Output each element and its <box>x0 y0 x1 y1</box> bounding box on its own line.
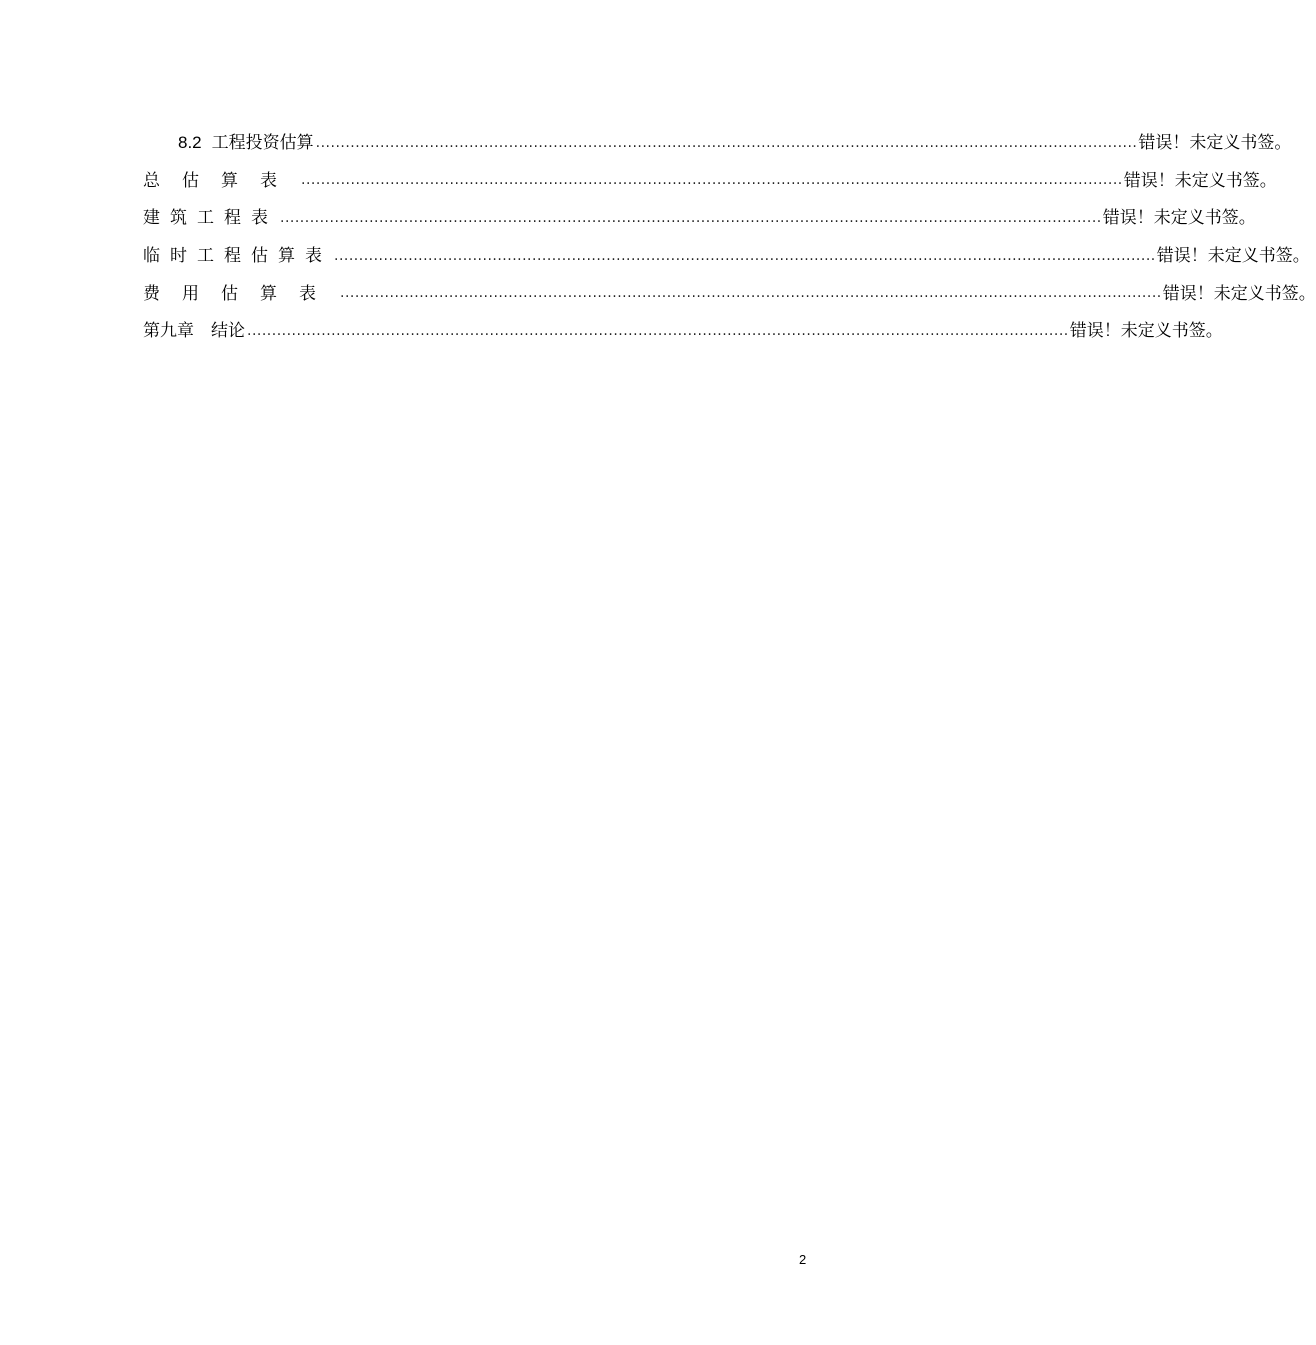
toc-entry[interactable] <box>143 235 1310 273</box>
toc-entry[interactable] <box>143 310 1223 348</box>
dot-leader: ...................................................................................................................................................................... <box>315 134 1138 151</box>
toc-entry-page-ref: 错误！未定义书签。 <box>1138 133 1292 154</box>
toc-entry-page-ref: 错误！未定义书签。 <box>1102 208 1256 229</box>
toc-entry-title: 临时工程估算表 <box>143 241 334 266</box>
dot-leader: ...................................................................................................................................................................... <box>247 322 1069 339</box>
toc-entry[interactable] <box>143 122 1292 160</box>
toc-entry-title: 工程投资估算 <box>211 133 314 154</box>
toc-entry-page-ref: 错误！未定义书签。 <box>1069 321 1223 342</box>
toc-entry-page-ref: 错误！未定义书签。 <box>1123 170 1277 191</box>
dot-leader: ...................................................................................................................................................................... <box>340 285 1162 302</box>
toc-entry[interactable] <box>143 272 1316 310</box>
toc-entry-number: 8.2 <box>178 133 202 153</box>
dot-leader: ...................................................................................................................................................................... <box>280 209 1102 226</box>
page-number: 2 <box>799 1252 807 1267</box>
table-of-contents <box>143 122 1316 348</box>
toc-entry-label <box>178 128 316 153</box>
toc-entry-title: 建筑工程表 <box>143 203 280 228</box>
toc-entry-page-ref: 错误！未定义书签。 <box>1156 246 1310 267</box>
toc-entry-title: 总估算表 <box>143 166 301 191</box>
toc-entry[interactable] <box>143 197 1256 235</box>
toc-entry-title: 费用估算表 <box>143 279 340 304</box>
dot-leader: ...................................................................................................................................................................... <box>334 247 1156 264</box>
dot-leader: ...................................................................................................................................................................... <box>301 172 1123 189</box>
toc-entry[interactable] <box>143 160 1277 198</box>
toc-entry-title: 第九章 结论 <box>143 316 247 341</box>
toc-entry-page-ref: 错误！未定义书签。 <box>1162 283 1316 304</box>
